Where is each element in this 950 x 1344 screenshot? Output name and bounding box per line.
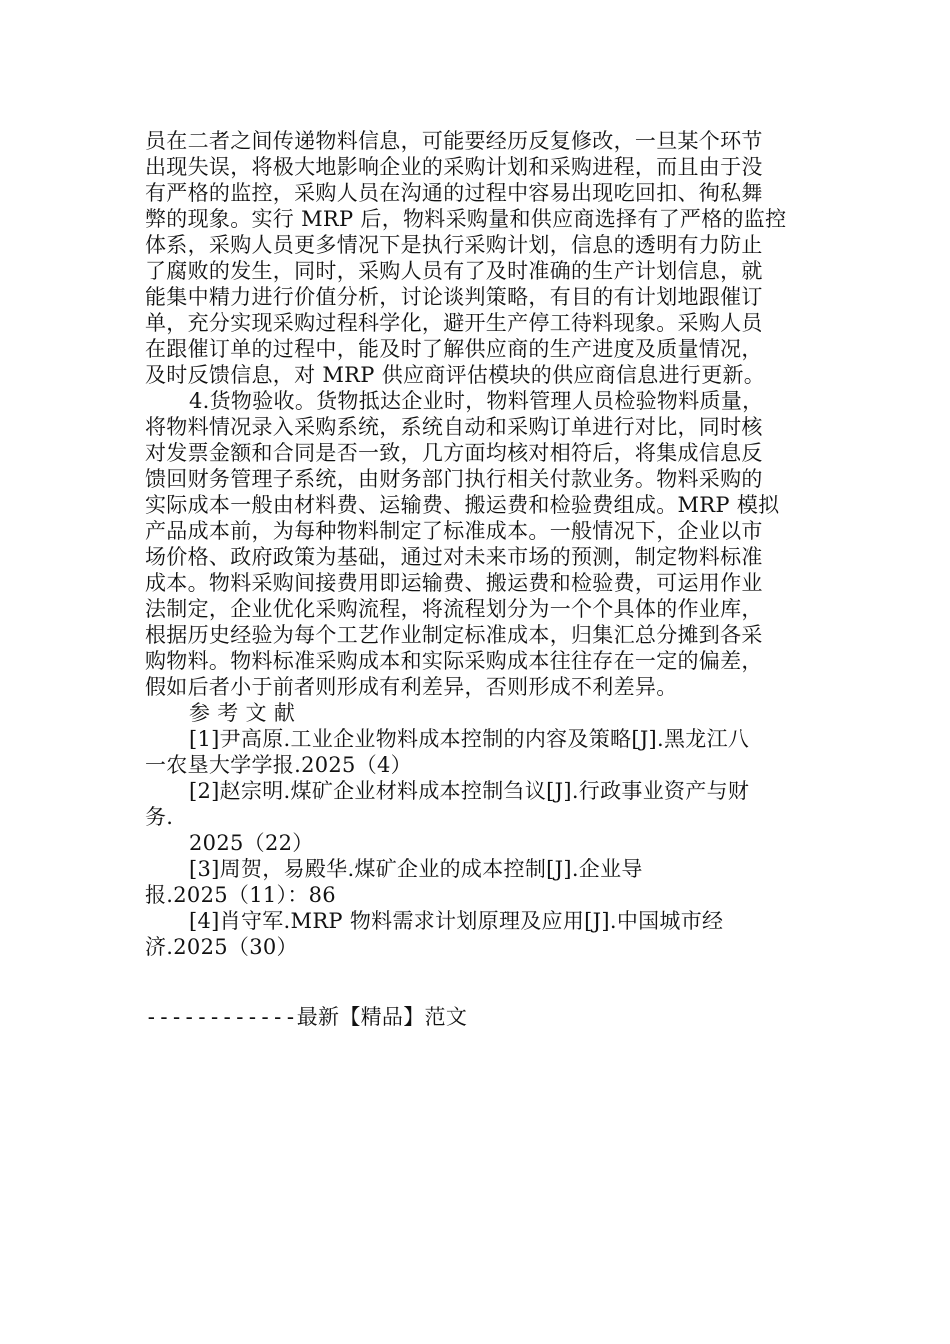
- body-text-line: 实际成本一般由材料费、运输费、搬运费和检验费组成。MRP 模拟: [145, 493, 780, 517]
- body-text-line: 对发票金额和合同是否一致，几方面均核对相符后，将集成信息反: [145, 441, 763, 465]
- body-text-line: 能集中精力进行价值分析，讨论谈判策略，有目的有计划地跟催订: [145, 285, 763, 309]
- reference-item: 一农垦大学学报.2025（4）: [145, 753, 412, 777]
- body-text-line: 成本。物料采购间接费用即运输费、搬运费和检验费，可运用作业: [145, 571, 763, 595]
- body-text-line: 在跟催订单的过程中，能及时了解供应商的生产进度及质量情况，: [145, 337, 763, 361]
- reference-item: [2]赵宗明.煤矿企业材料成本控制刍议[J].行政事业资产与财: [189, 779, 750, 803]
- body-text-line: 产品成本前，为每种物料制定了标准成本。一般情况下，企业以市: [145, 519, 763, 543]
- body-text-line: 将物料情况录入采购系统，系统自动和采购订单进行对比，同时核: [145, 415, 763, 439]
- references-heading: 参 考 文 献: [189, 701, 296, 725]
- body-text-line: 4.货物验收。货物抵达企业时，物料管理人员检验物料质量，: [189, 389, 764, 413]
- reference-item: 报.2025（11）：86: [145, 883, 336, 907]
- body-text-line: 馈回财务管理子系统，由财务部门执行相关付款业务。物料采购的: [145, 467, 763, 491]
- body-text-line: 单，充分实现采购过程科学化，避开生产停工待料现象。采购人员: [145, 311, 763, 335]
- footer-title: 最新【精品】范文: [296, 1005, 468, 1029]
- body-text-line: 了腐败的发生，同时，采购人员有了及时准确的生产计划信息，就: [145, 259, 763, 283]
- body-text-line: 法制定，企业优化采购流程，将流程划分为一个个具体的作业库，: [145, 597, 763, 621]
- body-text-line: 场价格、政府政策为基础，通过对未来市场的预测，制定物料标准: [145, 545, 763, 569]
- reference-item: [1]尹高原.工业企业物料成本控制的内容及策略[J].黑龙江八: [189, 727, 750, 751]
- body-text-line: 假如后者小于前者则形成有利差异，否则形成不利差异。: [145, 675, 678, 699]
- reference-item: 济.2025（30）: [145, 935, 298, 959]
- body-text-line: 及时反馈信息，对 MRP 供应商评估模块的供应商信息进行更新。: [145, 363, 766, 387]
- body-text-line: 出现失误，将极大地影响企业的采购计划和采购进程，而且由于没: [145, 155, 763, 179]
- body-text-line: 购物料。物料标准采购成本和实际采购成本往往存在一定的偏差，: [145, 649, 763, 673]
- body-text-line: 根据历史经验为每个工艺作业制定标准成本，归集汇总分摊到各采: [145, 623, 763, 647]
- reference-item: 务.: [145, 805, 174, 829]
- reference-item: [4]肖守军.MRP 物料需求计划原理及应用[J].中国城市经: [189, 909, 724, 933]
- reference-item: 2025（22）: [189, 831, 314, 855]
- footer: [145, 1004, 467, 1030]
- body-text-line: 弊的现象。实行 MRP 后，物料采购量和供应商选择有了严格的监控: [145, 207, 787, 231]
- body-text-line: 员在二者之间传递物料信息，可能要经历反复修改，一旦某个环节: [145, 129, 763, 153]
- footer-dashes: ------------: [145, 1005, 297, 1029]
- body-text-line: 有严格的监控，采购人员在沟通的过程中容易出现吃回扣、徇私舞: [145, 181, 763, 205]
- body-text-line: 体系，采购人员更多情况下是执行采购计划，信息的透明有力防止: [145, 233, 763, 257]
- reference-item: [3]周贺，易殿华.煤矿企业的成本控制[J].企业导: [189, 857, 643, 881]
